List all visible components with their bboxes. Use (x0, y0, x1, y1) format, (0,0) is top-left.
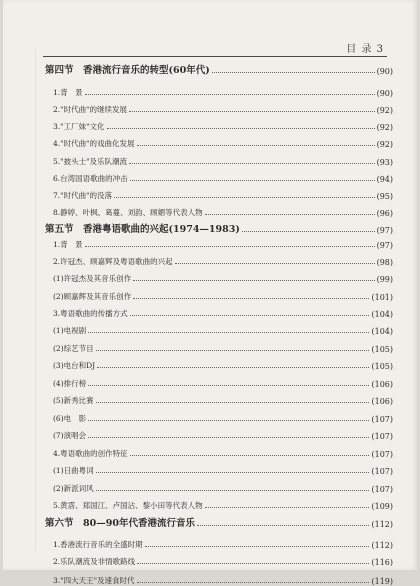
toc-item-row (45, 305, 393, 319)
toc-entry-title: (2)综艺节目 (53, 344, 94, 353)
toc-page-number: (104) (371, 327, 393, 336)
toc-page-number: (95) (376, 192, 393, 201)
toc-dot-leader (133, 280, 374, 281)
toc-page-number: (112) (371, 541, 393, 550)
toc-page-number: (106) (371, 380, 393, 389)
toc-dot-leader (88, 420, 369, 421)
toc-item-row (45, 536, 393, 550)
toc-entry-title: 3."工厂妹"文化 (53, 122, 105, 131)
toc-dot-leader (97, 367, 369, 368)
toc-dot-leader (88, 385, 369, 386)
toc-page-number: (107) (371, 467, 393, 476)
toc-item-row (45, 187, 393, 201)
toc-page-number: (101) (371, 293, 393, 302)
toc-dot-leader (96, 490, 370, 491)
toc-entry-title: 2."时代曲"的继续发展 (53, 105, 128, 114)
toc-dot-leader (197, 525, 370, 526)
toc-dot-leader (130, 455, 370, 456)
toc-dot-leader (133, 298, 369, 299)
page-gutter (13, 50, 36, 550)
toc-item-row (45, 118, 393, 132)
toc-page-number: (107) (371, 450, 393, 459)
toc-section-row (45, 515, 393, 529)
toc-item-row (45, 553, 393, 567)
toc-entry-title: (1)电视剧 (53, 326, 87, 335)
toc-entry-title: 第四节 香港流行音乐的转型(60年代) (45, 65, 210, 76)
toc-entry-title: 1.背 景 (53, 88, 83, 97)
toc-subitem-row (45, 340, 393, 354)
toc-subitem-row (45, 375, 393, 389)
toc-entry-title: (7)演唱会 (53, 431, 87, 440)
toc-item-row (45, 153, 393, 167)
toc-dot-leader (96, 402, 370, 403)
toc-dot-leader (88, 332, 369, 333)
toc-page-number: (96) (376, 209, 393, 218)
toc-page-number: (104) (371, 310, 393, 319)
toc-entry-title: 第六节 80—90年代香港流行音乐 (45, 518, 195, 529)
toc-item-row (45, 236, 393, 250)
toc-dot-leader (96, 350, 370, 351)
toc-entry-title: 2.许冠杰、顾嘉辉及粤语歌曲的兴起 (53, 257, 173, 266)
toc-dot-leader (129, 111, 375, 112)
toc-dot-leader (205, 214, 375, 215)
toc-page-number: (112) (371, 520, 393, 529)
toc-entry-title: 第五节 香港粤语歌曲的兴起(1974—1983) (45, 224, 240, 235)
toc-subitem-row (45, 288, 393, 302)
toc-dot-leader (212, 72, 375, 73)
toc-entry-title: 3.粤语歌曲的传播方式 (53, 309, 128, 318)
toc-item-row (45, 204, 393, 218)
toc-page-number: (99) (376, 275, 393, 284)
toc-entry-title: 4.粤语歌曲的创作特征 (53, 449, 128, 458)
toc-page-number: (98) (376, 258, 393, 267)
toc-entry-title: 1.香港流行音乐的全盛时期 (53, 540, 143, 549)
toc-entry-title: 2.乐队潮流及非情歌路线 (53, 557, 136, 566)
toc-item-row (45, 170, 393, 184)
toc-dot-leader (85, 246, 375, 247)
toc-dot-leader (145, 546, 370, 547)
toc-subitem-row (45, 322, 393, 336)
toc-entry-title: 4."时代曲"的戏曲化发展 (53, 139, 135, 148)
toc-item-row (45, 572, 393, 586)
toc-dot-leader (96, 472, 370, 473)
toc-page-number: (106) (371, 397, 393, 406)
toc-entry-title: 7."时代曲"的没落 (53, 191, 113, 200)
toc-dot-leader (129, 163, 375, 164)
toc-page-number: (105) (371, 345, 393, 354)
toc-subitem-row (45, 357, 393, 371)
toc-page-number: (94) (376, 175, 393, 184)
toc-subitem-row (45, 427, 393, 441)
toc-subitem-row (45, 392, 393, 406)
toc-section-row (45, 221, 393, 235)
toc-dot-leader (85, 94, 375, 95)
running-header: 目 录 3 (346, 44, 384, 55)
toc-subitem-row (45, 410, 393, 424)
toc-subitem-row (45, 462, 393, 476)
toc-item-row (45, 497, 393, 511)
toc-dot-leader (137, 582, 370, 583)
toc-entry-title: (2)顾嘉辉及其音乐创作 (53, 292, 132, 301)
toc-entry-title: (3)电台和DJ (53, 361, 96, 370)
header-rule (43, 56, 387, 57)
toc-page-number: (90) (376, 67, 393, 76)
toc-page-number: (97) (376, 241, 393, 250)
toc-page-number: (92) (376, 140, 393, 149)
toc-page-number: (119) (371, 577, 393, 586)
toc-page-number: (107) (371, 415, 393, 424)
toc-subitem-row (45, 480, 393, 494)
toc-dot-leader (205, 507, 370, 508)
toc-item-row (45, 84, 393, 98)
toc-page-number: (92) (376, 123, 393, 132)
toc-page-number: (107) (371, 485, 393, 494)
toc-page-number: (116) (371, 558, 393, 567)
toc-dot-leader (107, 128, 375, 129)
toc-subitem-row (45, 270, 393, 284)
toc-item-row (45, 253, 393, 267)
toc-entry-title: 5."披头士"及乐队潮流 (53, 157, 128, 166)
toc-entry-title: (2)新派词风 (53, 484, 94, 493)
toc-entry-title: 6.台湾国语歌曲的冲击 (53, 174, 128, 183)
book-page (3, 0, 417, 586)
toc-dot-leader (137, 145, 375, 146)
toc-page-number: (92) (376, 106, 393, 115)
toc-page-number: (105) (371, 362, 393, 371)
toc-entry-title: (1)日曲粤词 (53, 466, 94, 475)
toc-entry-title: 1.背 景 (53, 240, 83, 249)
toc-entry-title: (4)排行榜 (53, 379, 87, 388)
toc-dot-leader (88, 437, 369, 438)
toc-entry-title: 5.黄霑、郑国江、卢国沾、黎小田等代表人物 (53, 501, 203, 510)
toc-page-number: (97) (376, 226, 393, 235)
toc-item-row (45, 445, 393, 459)
toc-entry-title: (1)许冠杰及其音乐创作 (53, 274, 132, 283)
toc-entry-title: (6)电 影 (53, 414, 87, 423)
toc-entry-title: 8.静婷、叶枫、葛蔓、刘韵、顾媚等代表人物 (53, 208, 203, 217)
toc-dot-leader (242, 231, 375, 232)
toc-page-number: (90) (376, 89, 393, 98)
toc-dot-leader (130, 315, 370, 316)
toc-dot-leader (114, 197, 375, 198)
toc-page-number: (93) (376, 158, 393, 167)
toc-page-number: (109) (371, 502, 393, 511)
toc-item-row (45, 101, 393, 115)
toc-page-number: (107) (371, 432, 393, 441)
toc-dot-leader (130, 180, 375, 181)
toc-section-row (45, 62, 393, 76)
toc-dot-leader (137, 563, 369, 564)
toc-entry-title: (5)新秀比赛 (53, 396, 94, 405)
toc-entry-title: 3."四大天王"及速食时代 (53, 576, 135, 585)
toc-dot-leader (175, 263, 375, 264)
toc-item-row (45, 135, 393, 149)
